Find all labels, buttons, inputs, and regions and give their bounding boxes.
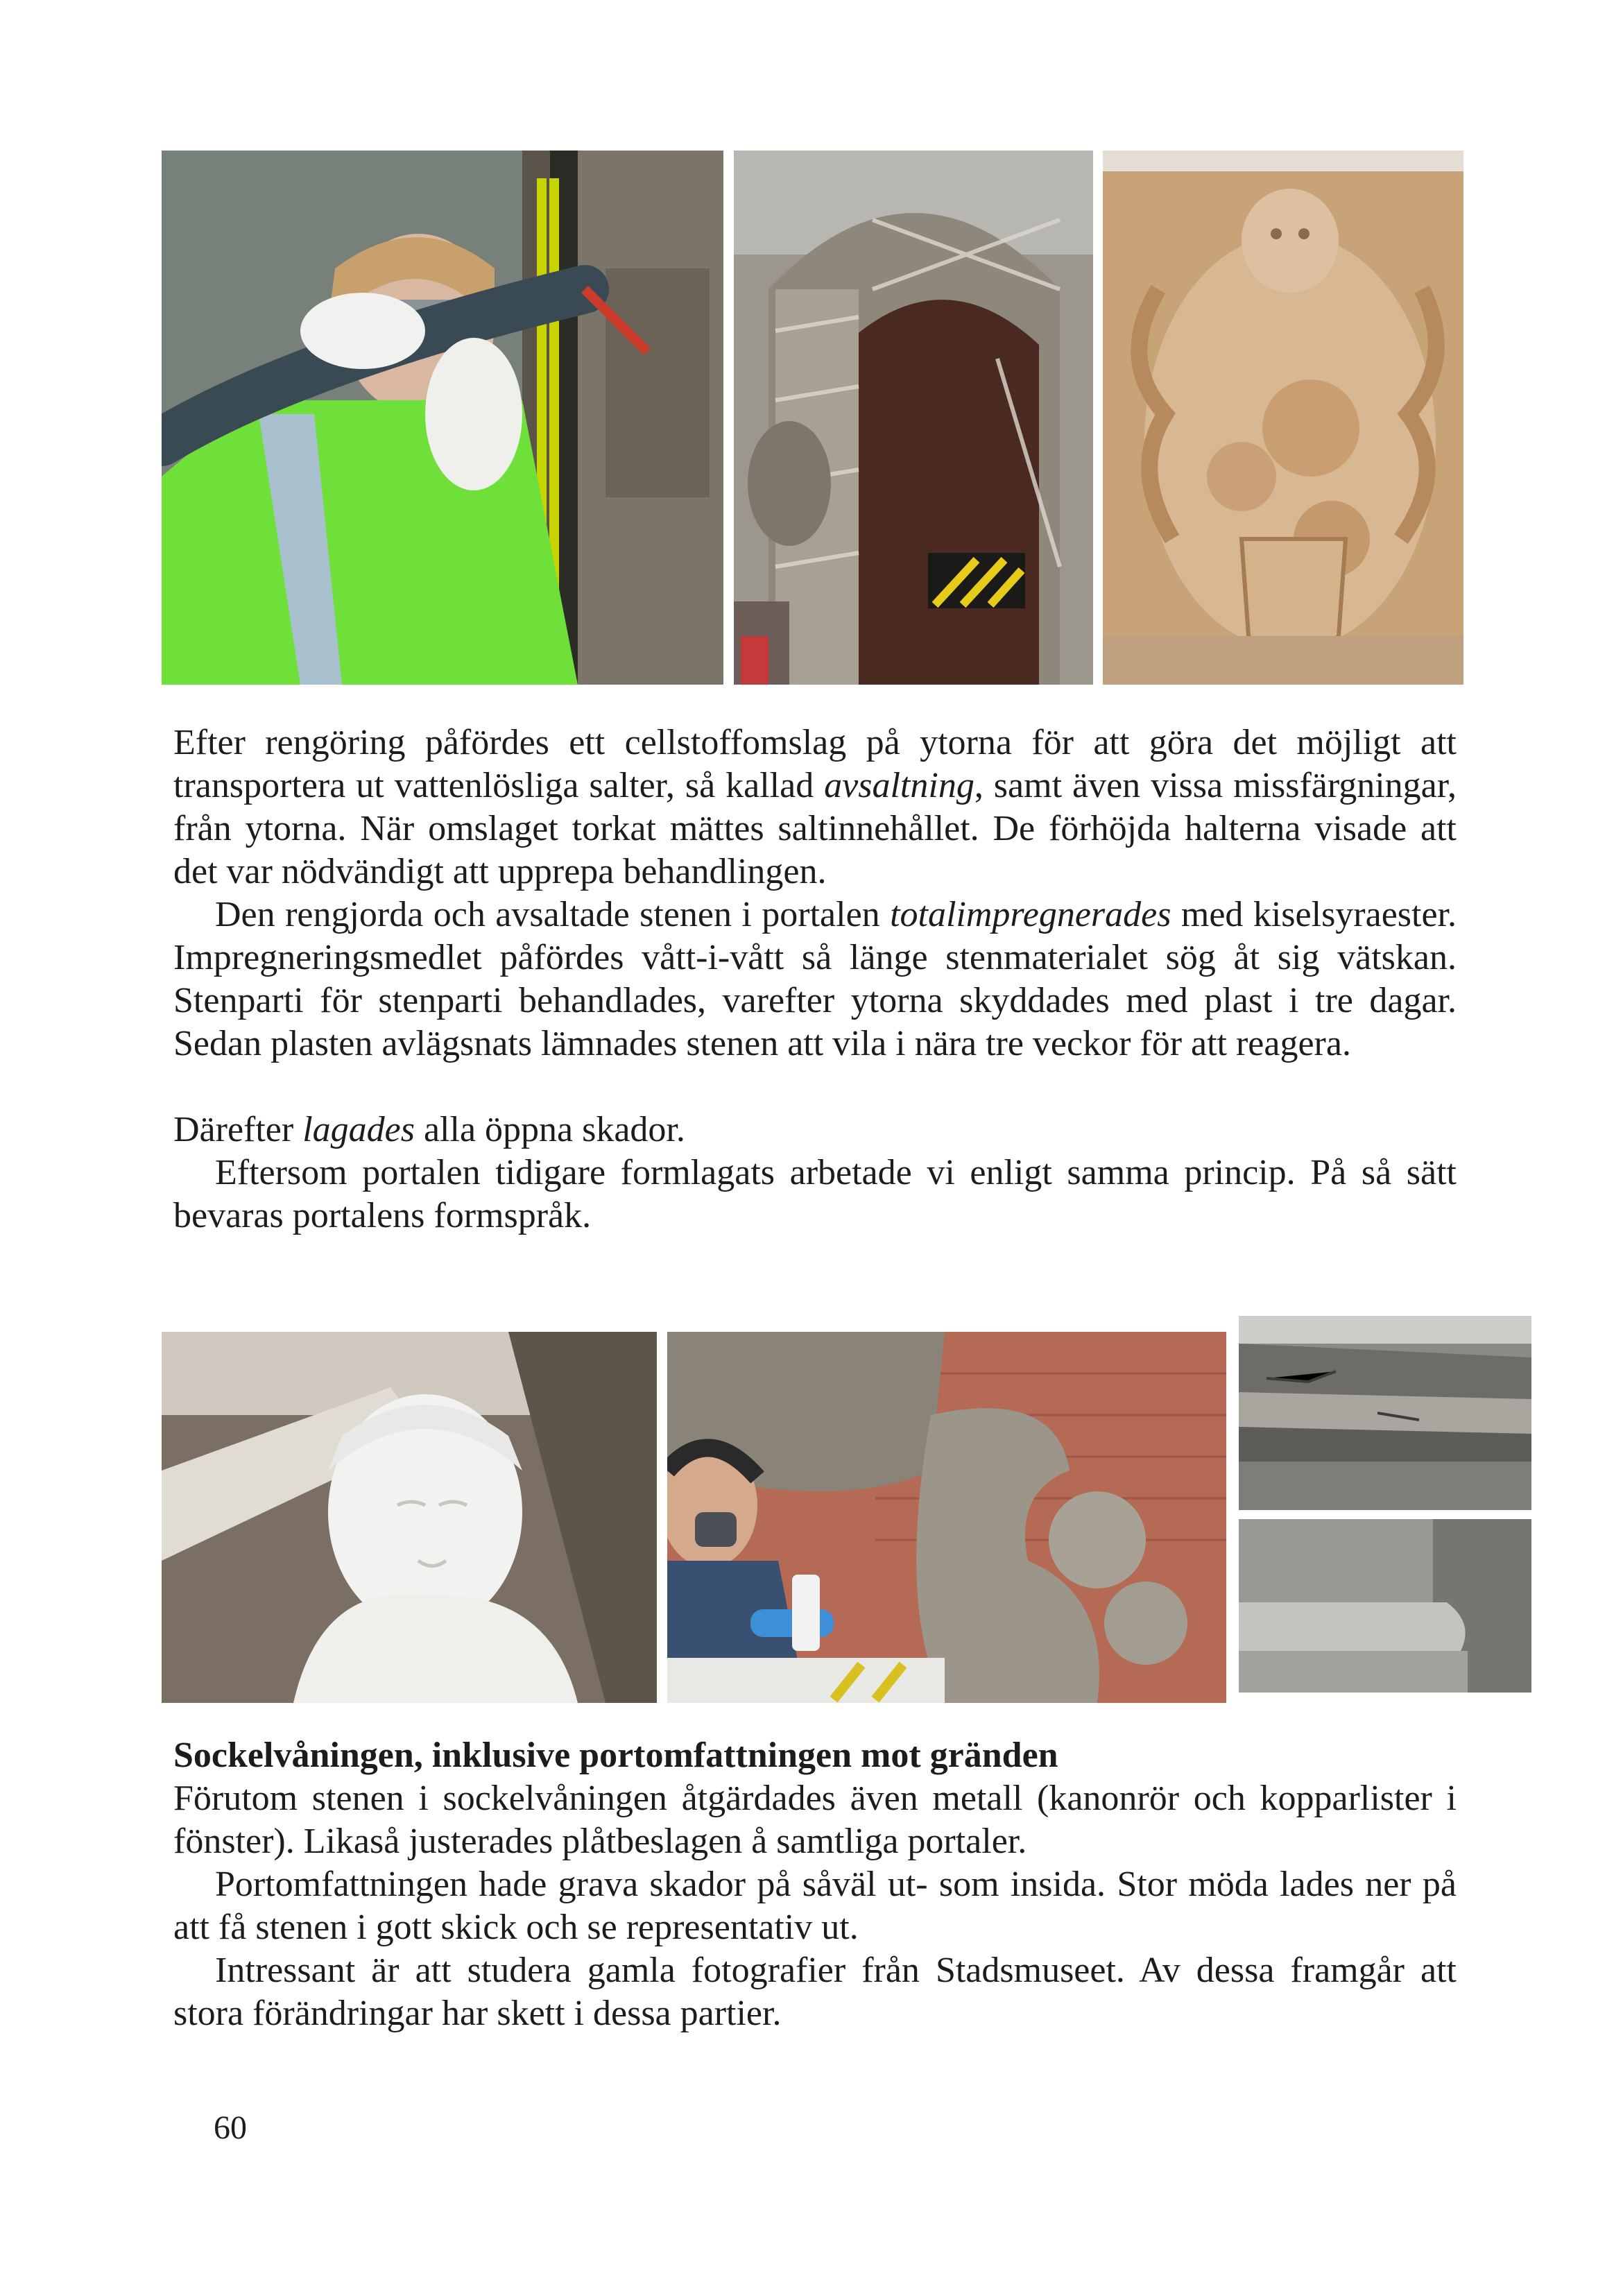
photo-carved-cartouche <box>1103 151 1463 685</box>
page-number: 60 <box>214 2109 247 2146</box>
paragraph: Den rengjorda och avsaltade stenen i portalen totalimpregnerades med kiselsyraester. Impregneringsmedlet påfördes vått-i-vått så länge stenmaterialet sög åt sig vätskan. Stenparti för stenparti behandlades, varefter ytorna skyddades med plast i tre dagar. Sedan plasten avlägsnats lämnades stenen att vila i nära tre veckor för att reagera. <box>173 895 1457 1063</box>
paragraph: Eftersom portalen tidigare formlagats arbetade vi enligt samma princip. På så sätt bevaras portalens formspråk. <box>173 1153 1457 1235</box>
paragraph: Portomfattningen hade grava skador på såväl ut- som insida. Stor möda lades ner på att få stenen i gott skick och se representativ ut. <box>173 1865 1457 1947</box>
paragraph: Därefter lagades alla öppna skador. <box>173 1110 685 1149</box>
paragraph: Intressant är att studera gamla fotografier från Stadsmuseet. Av dessa framgår att stora förändringar har skett i dessa partier. <box>173 1951 1457 2033</box>
paragraph: Efter rengöring påfördes ett cellstoffomslag på ytorna för att göra det möjligt att transportera ut vattenlösliga salter, så kallad avsaltning, samt även vissa missfärgningar, från ytorna. När omslaget torkat mättes saltinnehållet. De förhöjda halterna visade att det var nödvändigt att upprepa behandlingen. <box>173 723 1457 891</box>
photo-cleaning-worker <box>162 151 723 685</box>
body-text-section-1 <box>173 721 1457 1237</box>
photo-molding-detail-damaged <box>1239 1316 1531 1510</box>
body-text-section-2 <box>173 1734 1457 2035</box>
photo-repair-worker <box>667 1332 1226 1703</box>
section-heading: Sockelvåningen, inklusive portomfattningen mot gränden <box>173 1736 1058 1775</box>
photo-molding-detail-repaired <box>1239 1519 1531 1693</box>
paragraph: Förutom stenen i sockelvåningen åtgärdades även metall (kanonrör och kopparlister i fönster). Likaså justerades plåtbeslagen å samtliga portaler. <box>173 1779 1457 1861</box>
photo-wrapped-portal <box>734 151 1093 685</box>
photo-white-bust <box>162 1332 657 1703</box>
